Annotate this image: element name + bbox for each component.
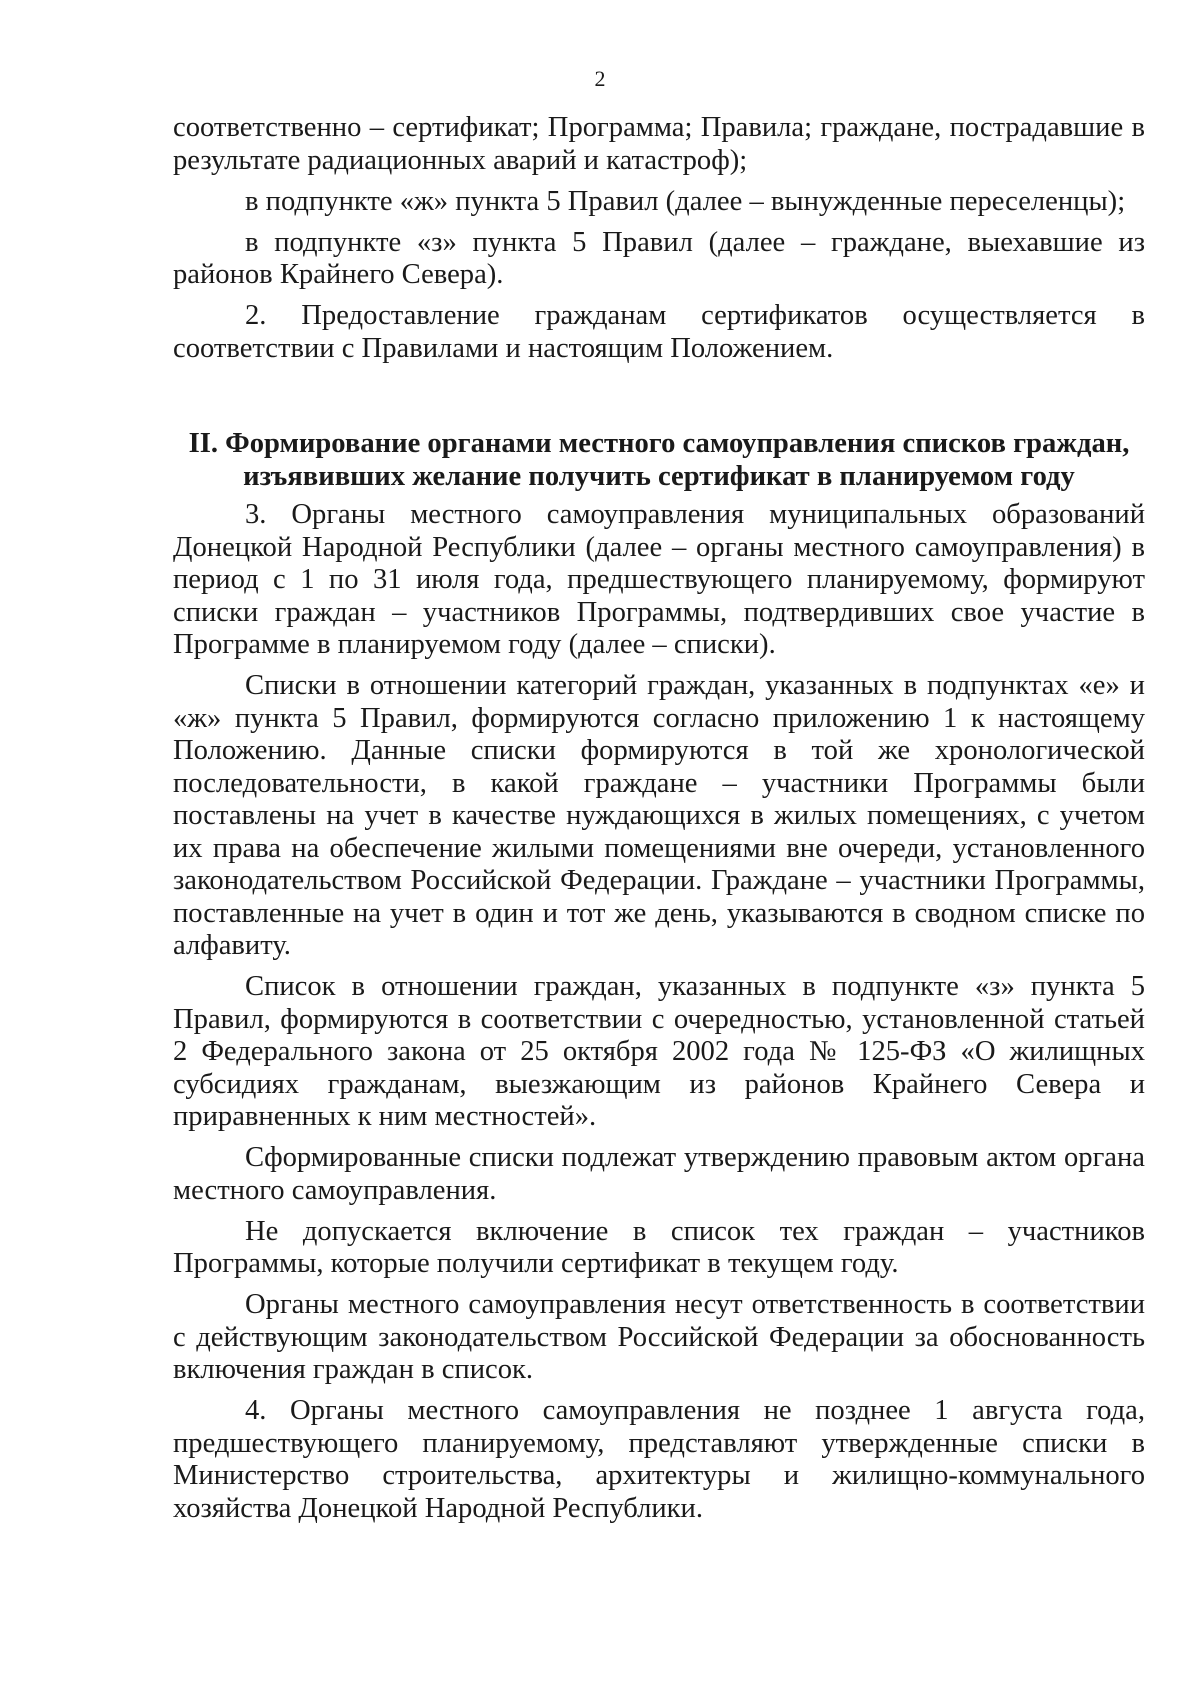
paragraph-responsibility: Органы местного самоуправления несут ответственность в соответствии с действующим законодательством Российской Федерации за обоснованность включения граждан в список. bbox=[173, 1289, 1145, 1385]
section-heading bbox=[173, 428, 1145, 493]
paragraph-subpoint-zh: в подпункте «ж» пункта 5 Правил (далее – вынужденные переселенцы); bbox=[245, 185, 1126, 217]
paragraph-exclusion: Не допускается включение в список тех граждан – участников Программы, которые получили сертификат в текущем году. bbox=[173, 1215, 1145, 1279]
section-heading-line-1: II. Формирование органами местного самоуправления списков граждан, bbox=[188, 428, 1130, 459]
paragraph-clause-3: 3. Органы местного самоуправления муниципальных образований Донецкой Народной Республики (далее – органы местного самоуправления) в период с 1 по 31 июля года, предшествующего планируемому, формируют списки граждан – участников Программы, подтвердивших свое участие в Программе в планируемом году (далее – списки). bbox=[173, 499, 1145, 660]
paragraph-clause-4: 4. Органы местного самоуправления не позднее 1 августа года, предшествующего планируемому, представляют утвержденные списки в Министерство строительства, архитектуры и жилищно-коммунального хозяйства Донецкой Народной Республики. bbox=[173, 1395, 1145, 1524]
page-number: 2 bbox=[594, 66, 606, 91]
paragraph-definitions-continued: соответственно – сертификат; Программа; Правила; граждане, пострадавшие в результате радиационных аварий и катастроф); bbox=[173, 112, 1145, 176]
paragraph-clause-2: 2. Предоставление гражданам сертификатов осуществляется в соответствии с Правилами и настоящим Положением. bbox=[173, 300, 1145, 364]
paragraph-lists-e-zh: Списки в отношении категорий граждан, указанных в подпунктах «е» и «ж» пункта 5 Правил, формируются согласно приложению 1 к настоящему Положению. Данные списки формируются в той же хронологической последовательности, в какой граждане – участники Программы были поставлены на учет в качестве нуждающихся в жилых помещениях, с учетом их права на обеспечение жилыми помещениями вне очереди, установленного законодательством Российской Федерации. Граждане – участники Программы, поставленные на учет в один и тот же день, указываются в сводном списке по алфавиту. bbox=[173, 670, 1145, 961]
section-heading-line-2: изъявивших желание получить сертификат в планируемом году bbox=[243, 460, 1075, 492]
document-body bbox=[173, 112, 1145, 1534]
paragraph-approval: Сформированные списки подлежат утверждению правовым актом органа местного самоуправления. bbox=[173, 1142, 1145, 1206]
paragraph-list-z: Список в отношении граждан, указанных в подпункте «з» пункта 5 Правил, формируются в соответствии с очередностью, установленной статьей 2 Федерального закона от 25 октября 2002 года № 125-ФЗ «О жилищных субсидиях гражданам, выезжающим из районов Крайнего Севера и приравненных к ним местностей». bbox=[173, 971, 1145, 1132]
paragraph-subpoint-z: в подпункте «з» пункта 5 Правил (далее – граждане, выехавшие из районов Крайнего Севера). bbox=[173, 226, 1145, 290]
